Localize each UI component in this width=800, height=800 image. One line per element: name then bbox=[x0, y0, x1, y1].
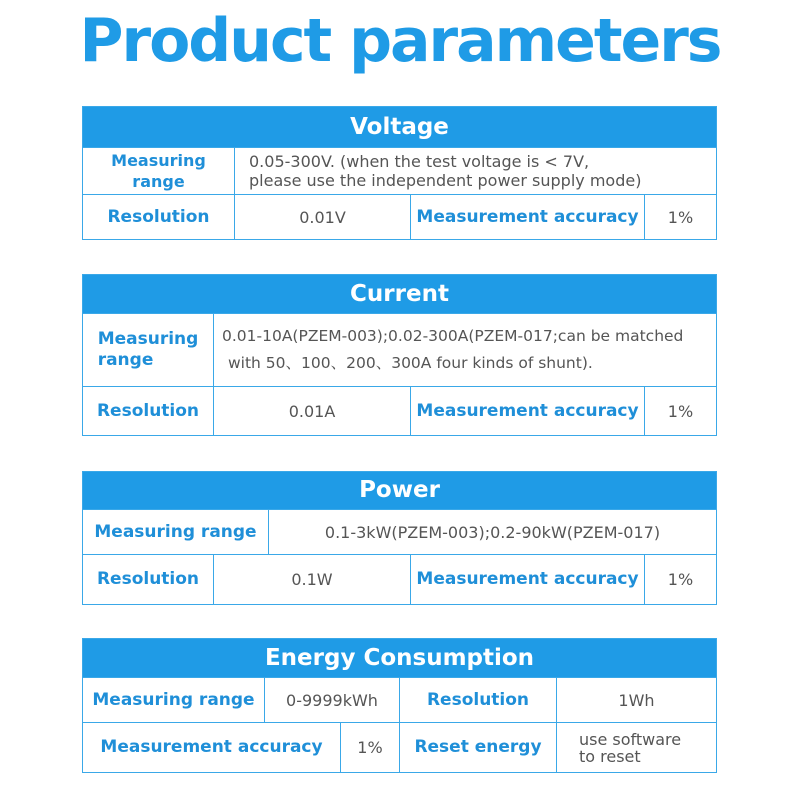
energy-resolution-value: 1Wh bbox=[618, 690, 655, 710]
energy-reset-label: Reset energy bbox=[414, 737, 542, 757]
voltage-resolution-label: Resolution bbox=[107, 206, 210, 227]
power-range-value: 0.1-3kW(PZEM-003);0.2-90kW(PZEM-017) bbox=[324, 522, 661, 542]
energy-accuracy-label: Measurement accuracy bbox=[100, 737, 323, 757]
power-range-label: Measuring range bbox=[94, 521, 257, 542]
current-accuracy-label: Measurement accuracy bbox=[416, 400, 639, 421]
current-accuracy-value-cell bbox=[645, 387, 716, 435]
power-accuracy-value-cell bbox=[645, 555, 716, 604]
energy-range-label: Measuring range bbox=[92, 689, 255, 710]
energy-reset-line-2: to reset bbox=[579, 746, 641, 766]
voltage-range-label: Measuring range bbox=[111, 151, 206, 191]
energy-accuracy-row bbox=[83, 722, 716, 772]
voltage-accuracy-label-cell bbox=[411, 195, 645, 239]
energy-reset-label-cell bbox=[400, 723, 557, 772]
power-range-value-cell bbox=[269, 510, 716, 554]
power-resolution-value-cell bbox=[214, 555, 411, 604]
voltage-range-row bbox=[83, 147, 716, 194]
current-heading: Current bbox=[83, 275, 716, 313]
power-accuracy-value: 1% bbox=[667, 570, 694, 589]
energy-range-label-cell bbox=[83, 678, 265, 722]
voltage-range-label-cell bbox=[83, 148, 235, 194]
current-range-line-2: with 50、100、200、300A four kinds of shunt). bbox=[228, 354, 593, 372]
current-range-label-line-2: range bbox=[97, 350, 154, 370]
power-resolution-label: Resolution bbox=[96, 569, 200, 589]
voltage-section bbox=[82, 106, 717, 240]
voltage-range-line-2: please use the independent power supply mode) bbox=[249, 171, 642, 190]
power-resolution-label-cell bbox=[83, 555, 214, 604]
current-accuracy-label-cell bbox=[411, 387, 645, 435]
energy-range-row bbox=[83, 677, 716, 722]
energy-resolution-value-cell bbox=[557, 678, 716, 722]
energy-range-value-cell bbox=[265, 678, 400, 722]
power-accuracy-label-cell bbox=[411, 555, 645, 604]
voltage-resolution-row bbox=[83, 194, 716, 239]
voltage-resolution-value-cell bbox=[235, 195, 411, 239]
voltage-range-line-1: 0.05-300V. (when the test voltage is < 7V, bbox=[249, 152, 590, 171]
energy-accuracy-label-cell bbox=[83, 723, 341, 772]
current-range-value-cell bbox=[214, 314, 716, 386]
energy-accuracy-value: 1% bbox=[357, 738, 383, 757]
voltage-resolution-value: 0.01V bbox=[299, 207, 346, 227]
current-resolution-value-cell bbox=[214, 387, 411, 435]
energy-section bbox=[82, 638, 717, 773]
current-resolution-value: 0.01A bbox=[288, 401, 336, 421]
current-accuracy-value: 1% bbox=[667, 401, 694, 421]
energy-reset-line-1: use software bbox=[579, 729, 682, 749]
current-range-label-cell bbox=[83, 314, 214, 386]
energy-range-value: 0-9999kWh bbox=[286, 690, 378, 710]
energy-accuracy-value-cell bbox=[341, 723, 400, 772]
current-range-row bbox=[83, 313, 716, 386]
energy-reset-value-cell bbox=[557, 723, 716, 772]
power-range-row bbox=[83, 509, 716, 554]
power-resolution-value: 0.1W bbox=[291, 570, 333, 589]
current-range-line-1: 0.01-10A(PZEM-003);0.02-300A(PZEM-017;can be matched bbox=[222, 327, 684, 345]
current-resolution-label: Resolution bbox=[96, 400, 200, 421]
energy-resolution-label-cell bbox=[400, 678, 557, 722]
power-heading: Power bbox=[83, 472, 716, 509]
voltage-range-value-cell bbox=[235, 148, 716, 194]
energy-heading: Energy Consumption bbox=[83, 639, 716, 677]
voltage-accuracy-label: Measurement accuracy bbox=[416, 206, 639, 227]
current-range-label-line-1: Measuring bbox=[97, 329, 199, 349]
power-accuracy-label: Measurement accuracy bbox=[416, 569, 639, 589]
current-resolution-row bbox=[83, 386, 716, 435]
voltage-accuracy-value: 1% bbox=[667, 207, 694, 227]
page-title: Product parameters bbox=[79, 6, 721, 76]
current-resolution-label-cell bbox=[83, 387, 214, 435]
energy-resolution-label: Resolution bbox=[426, 689, 530, 710]
power-section bbox=[82, 471, 717, 605]
voltage-heading: Voltage bbox=[83, 107, 716, 147]
current-section bbox=[82, 274, 717, 436]
power-resolution-row bbox=[83, 554, 716, 604]
power-range-label-cell bbox=[83, 510, 269, 554]
voltage-accuracy-value-cell bbox=[645, 195, 716, 239]
voltage-resolution-label-cell bbox=[83, 195, 235, 239]
